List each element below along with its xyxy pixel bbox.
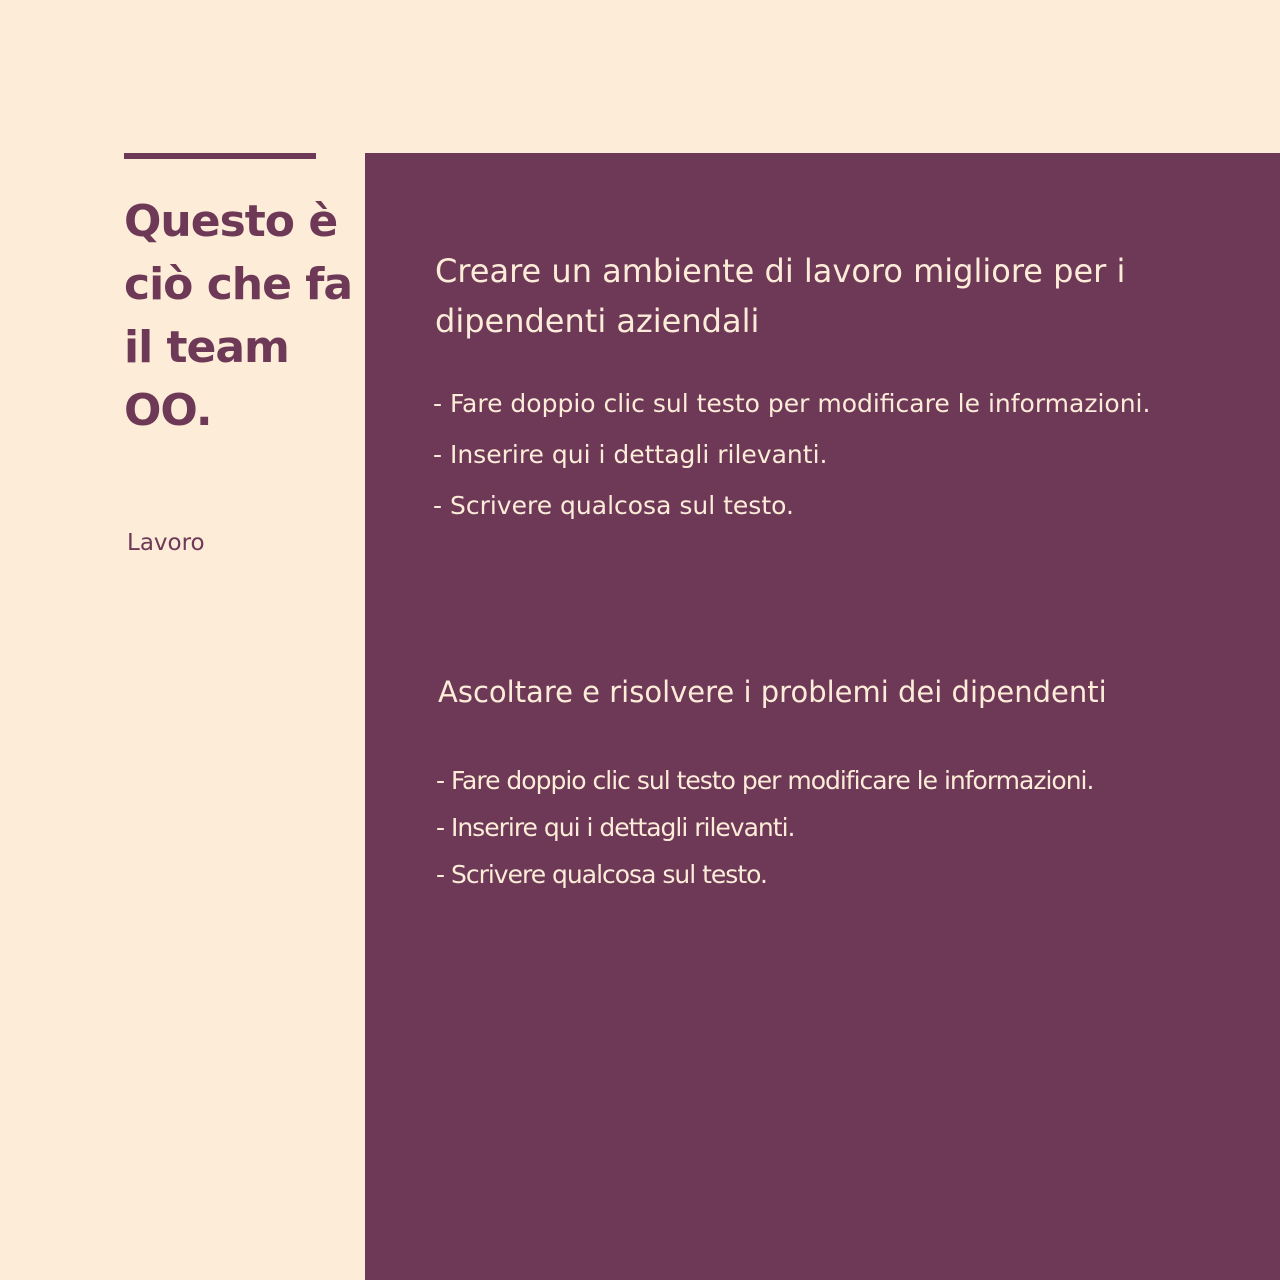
- list-item: - Fare doppio clic sul testo per modificare le informazioni.: [433, 389, 1151, 418]
- list-item: - Inserire qui i dettagli rilevanti.: [436, 813, 795, 842]
- accent-bar: [124, 153, 316, 159]
- section-heading: Creare un ambiente di lavoro migliore per i dipendenti aziendali: [435, 252, 1126, 340]
- section-heading: Ascoltare e risolvere i problemi dei dipendenti: [438, 675, 1107, 709]
- page-title: Questo è ciò che fa il team OO.: [124, 196, 353, 436]
- list-item: - Scrivere qualcosa sul testo.: [433, 491, 794, 520]
- list-item: - Fare doppio clic sul testo per modificare le informazioni.: [436, 766, 1094, 795]
- content-panel: [365, 153, 1280, 1280]
- list-item: - Scrivere qualcosa sul testo.: [436, 860, 767, 889]
- section-list: [436, 757, 1093, 898]
- list-item: - Inserire qui i dettagli rilevanti.: [433, 440, 828, 469]
- category-label: Lavoro: [127, 530, 205, 556]
- section-list: [433, 378, 1150, 531]
